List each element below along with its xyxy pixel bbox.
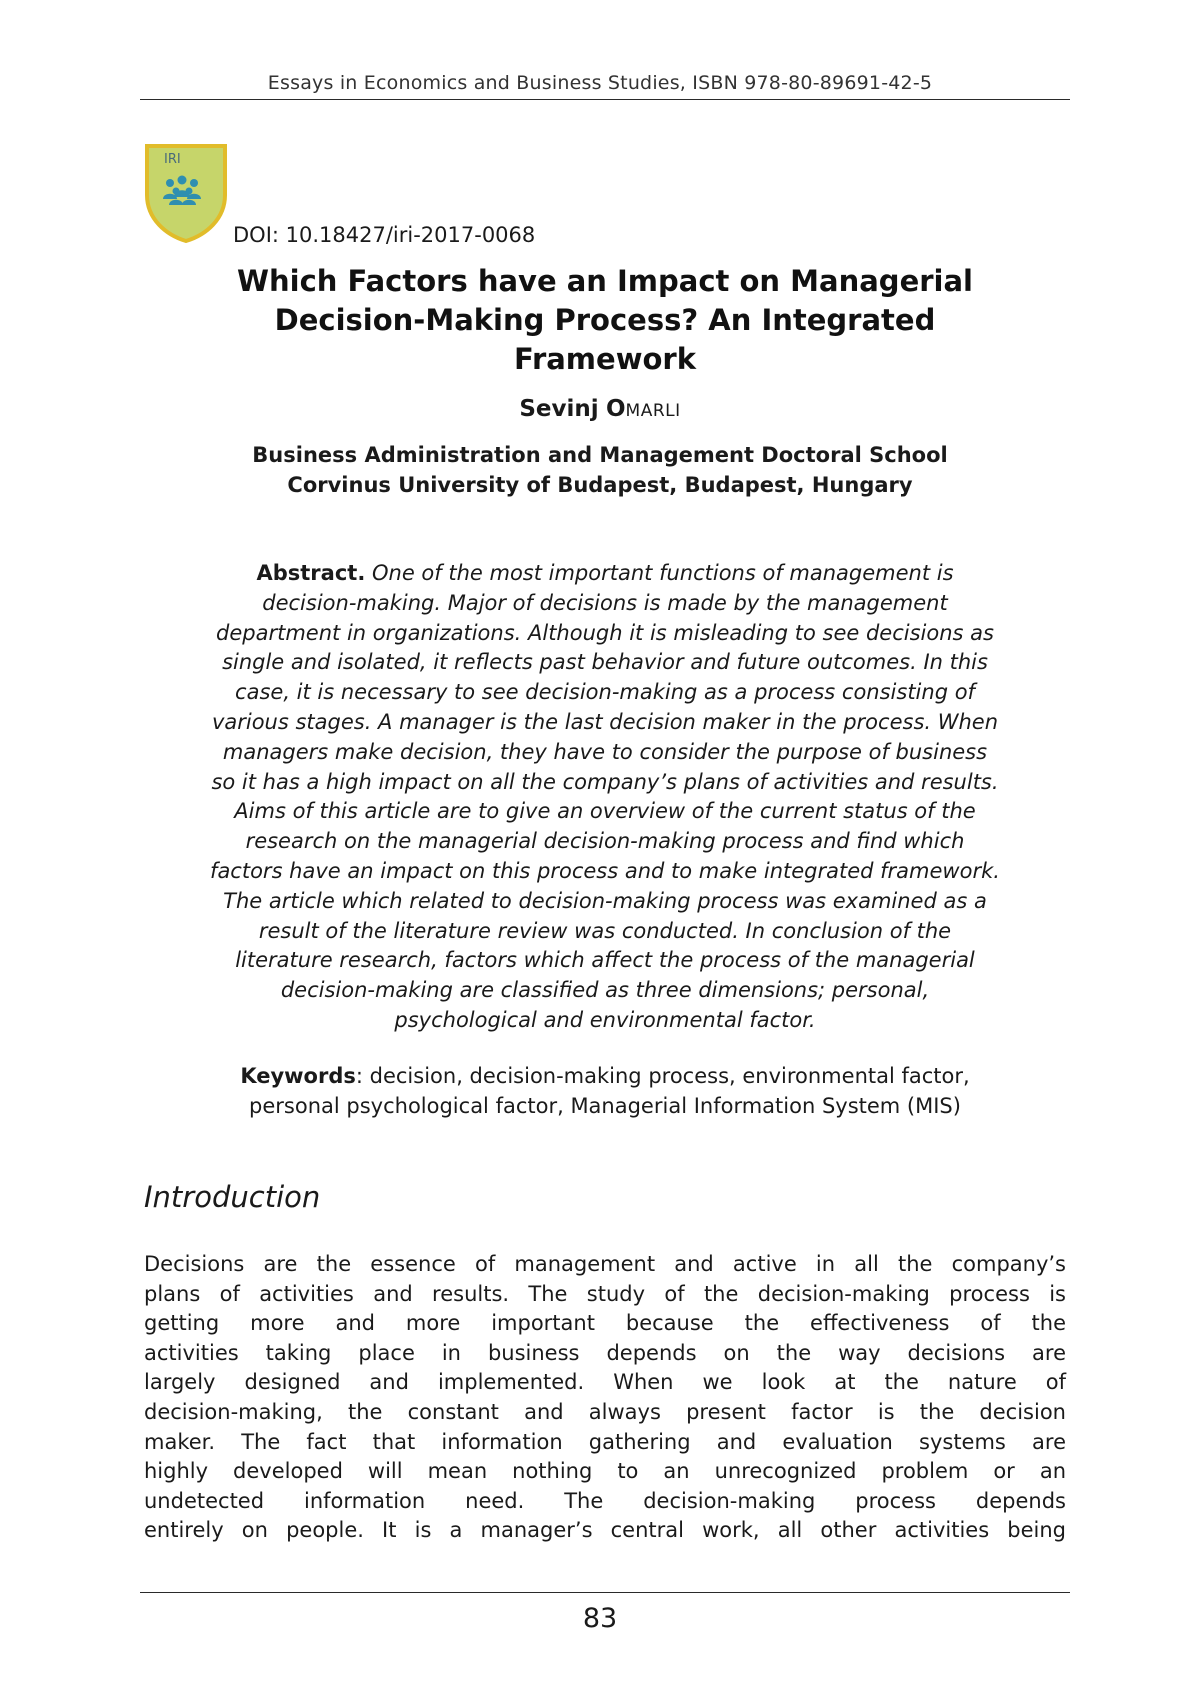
abstract bbox=[140, 559, 1070, 1036]
paper-title bbox=[140, 262, 1070, 379]
affiliation-line: Corvinus University of Budapest, Budapest, Hungary bbox=[287, 473, 913, 497]
author-given-name: Sevinj bbox=[519, 396, 599, 422]
abstract-line: decision-making are classified as three dimensions; personal, bbox=[280, 978, 930, 1003]
abstract-line: factors have an impact on this process and to make integrated framework. bbox=[210, 858, 1000, 883]
title-line: Which Factors have an Impact on Managerial bbox=[237, 264, 973, 298]
logo-label: IRI bbox=[164, 152, 181, 167]
abstract-line: various stages. A manager is the last decision maker in the process. When bbox=[211, 709, 999, 734]
keywords-label: Keywords bbox=[240, 1064, 356, 1088]
abstract-line: so it has a high impact on all the company’s plans of activities and results. bbox=[211, 769, 999, 794]
paragraph-line: maker. The fact that information gathering and evaluation systems are bbox=[144, 1429, 1066, 1454]
header-rule bbox=[140, 99, 1070, 100]
iri-logo bbox=[144, 143, 228, 243]
keywords-line: : decision, decision-making process, environmental factor, bbox=[355, 1064, 970, 1088]
abstract-line: One of the most important functions of management is bbox=[372, 561, 954, 585]
keywords-line: personal psychological factor, Managerial Information System (MIS) bbox=[249, 1093, 961, 1118]
title-line: Decision-Making Process? An Integrated bbox=[274, 303, 936, 337]
paragraph-line: Decisions are the essence of management and active in all the company’s bbox=[144, 1252, 1066, 1276]
keywords bbox=[140, 1062, 1070, 1121]
paragraph-line: plans of activities and results. The study of the decision-making process is bbox=[144, 1281, 1066, 1306]
shield-icon bbox=[144, 143, 228, 243]
affiliation-line: Business Administration and Management Doctoral School bbox=[252, 443, 948, 467]
running-header: Essays in Economics and Business Studies, ISBN 978-80-89691-42-5 bbox=[267, 72, 933, 94]
introduction-paragraph bbox=[144, 1250, 1066, 1546]
author-surname-initial: O bbox=[605, 396, 626, 422]
abstract-line: research on the managerial decision-making process and find which bbox=[245, 829, 965, 854]
footer-rule bbox=[140, 1592, 1070, 1593]
abstract-line: literature research, factors which affect the process of the managerial bbox=[235, 948, 975, 973]
abstract-line: psychological and environmental factor. bbox=[394, 1007, 816, 1032]
abstract-line: managers make decision, they have to consider the purpose of business bbox=[222, 739, 988, 764]
paragraph-line: undetected information need. The decision-making process depends bbox=[144, 1488, 1066, 1513]
page-number: 83 bbox=[582, 1603, 618, 1634]
paragraph-line: highly developed will mean nothing to an unrecognized problem or an bbox=[144, 1459, 1066, 1484]
paragraph-line: getting more and more important because the effectiveness of the bbox=[144, 1311, 1066, 1336]
abstract-line: The article which related to decision-making process was examined as a bbox=[223, 888, 987, 913]
author-name bbox=[0, 396, 1200, 422]
abstract-line: result of the literature review was conducted. In conclusion of the bbox=[258, 918, 952, 943]
paragraph-line: entirely on people. It is a manager’s central work, all other activities being bbox=[144, 1518, 1066, 1543]
paragraph-line: decision-making, the constant and always present factor is the decision bbox=[144, 1399, 1066, 1424]
paragraph-line: activities taking place in business depends on the way decisions are bbox=[144, 1340, 1066, 1365]
abstract-line: department in organizations. Although it is misleading to see decisions as bbox=[216, 620, 994, 645]
author-surname-rest: MARLI bbox=[625, 401, 681, 421]
abstract-line: Aims of this article are to give an overview of the current status of the bbox=[234, 799, 976, 824]
section-heading-introduction: Introduction bbox=[144, 1180, 321, 1214]
abstract-line: single and isolated, it reflects past behavior and future outcomes. In this bbox=[222, 650, 988, 675]
abstract-line: decision-making. Major of decisions is made by the management bbox=[262, 590, 948, 615]
affiliation bbox=[0, 440, 1200, 500]
paragraph-line: largely designed and implemented. When we look at the nature of bbox=[144, 1370, 1066, 1395]
title-line: Framework bbox=[513, 342, 696, 376]
doi: DOI: 10.18427/iri-2017-0068 bbox=[233, 223, 536, 247]
abstract-label: Abstract. bbox=[256, 561, 366, 585]
abstract-line: case, it is necessary to see decision-making as a process consisting of bbox=[235, 680, 975, 705]
